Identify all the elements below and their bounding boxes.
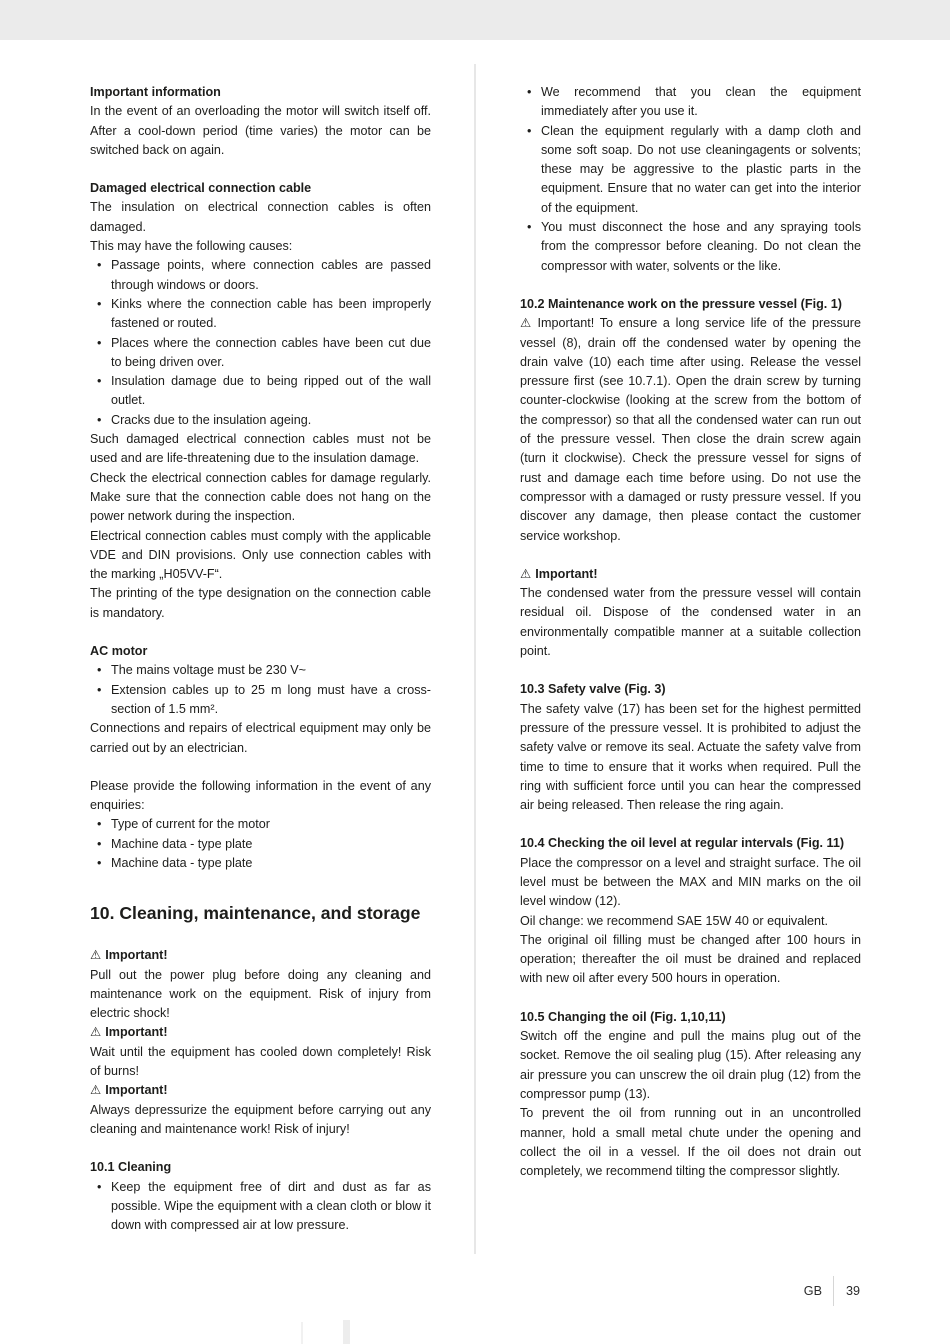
section-title-10-3: 10.3 Safety valve (Fig. 3)	[520, 682, 666, 697]
section-paragraph	[520, 314, 861, 546]
ac-motor-list	[90, 661, 431, 719]
crop-mark	[343, 1320, 350, 1344]
section-paragraph: The safety valve (17) has been set for the highest permitted pressure of the pressure vessel. It is prohibited to adjust the safety valve or remove its seal. Actuate the safety valve from time to time to ensure that it works when required. Pull the ring with sufficient force until you can hear the compressed air being released. Then release the ring again.	[520, 701, 861, 813]
cleaning-list	[90, 1178, 431, 1236]
bullet-item: • Keep the equipment free of dirt and dust as far as possible. Wipe the equipment with a clean cloth or blow it down with compressed air at low pressure.	[90, 1178, 431, 1236]
spacer	[520, 815, 861, 834]
enquiries-list	[90, 815, 431, 873]
warning-label: Important!	[105, 1025, 168, 1040]
paragraph: The insulation on electrical connection cables is often damaged.	[90, 200, 431, 234]
chapter-title: 10. Cleaning, maintenance, and storage	[90, 903, 421, 924]
warning-heading	[90, 1023, 431, 1042]
spacer	[90, 623, 431, 642]
section-title-10-2: 10.2 Maintenance work on the pressure vessel (Fig. 1)	[520, 296, 842, 311]
warning-icon: ⚠	[520, 566, 532, 581]
bullet-item: • We recommend that you clean the equipment immediately after you use it.	[520, 83, 861, 122]
warning-text: Wait until the equipment has cooled down completely! Risk of burns!	[90, 1044, 431, 1079]
right-column	[520, 83, 861, 1181]
paragraph: Connections and repairs of electrical equipment may only be carried out by an electrician.	[90, 721, 431, 755]
bullet-item: • Machine data - type plate	[90, 835, 431, 854]
footer-divider	[833, 1276, 834, 1306]
section-title-important-information: Important information	[90, 85, 221, 99]
section-title-ac-motor: AC motor	[90, 644, 148, 659]
paragraph: In the event of an overloading the motor will switch itself off. After a cool-down period (time varies) the motor can be switched back on again.	[90, 104, 431, 157]
cleaning-tips-list	[520, 83, 861, 276]
paragraph: Check the electrical connection cables for damage regularly. Make sure that the connection cable does not hang on the power network during the inspection.	[90, 470, 431, 524]
warning-label: Important!	[105, 948, 168, 963]
section-paragraph: Oil change: we recommend SAE 15W 40 or equivalent.	[520, 913, 829, 928]
paragraph: Please provide the following information in the event of any enquiries:	[90, 778, 431, 813]
bullet-item: • Machine data - type plate	[90, 854, 431, 873]
spacer	[520, 661, 861, 680]
warning-heading	[90, 946, 431, 965]
section-title-10-1: 10.1 Cleaning	[90, 1160, 172, 1175]
bullet-item: • You must disconnect the hose and any spraying tools from the compressor before cleaning. Do not clean the compressor with water, solvents or the like.	[520, 218, 861, 276]
spacer	[520, 276, 861, 295]
spacer	[520, 546, 861, 565]
warning-label: Important!	[535, 566, 598, 581]
section-title-10-5: 10.5 Changing the oil (Fig. 1,10,11)	[520, 1009, 726, 1024]
warning-text: Always depressurize the equipment before carrying out any cleaning and maintenance work! Risk of injury!	[90, 1102, 431, 1136]
column-divider	[474, 64, 476, 1254]
page-footer	[804, 1276, 860, 1306]
bullet-item: • Insulation damage due to being ripped out of the wall outlet.	[90, 372, 431, 411]
bullet-item: • Clean the equipment regularly with a damp cloth and some soft soap. Do not use cleaningagents or solvents; these may be aggressive to the plastic parts in the equipment. Ensure that no water can get into the interior of the equipment.	[520, 122, 861, 218]
section-paragraph: The original oil filling must be changed after 100 hours in operation; thereafter the oil must be drained and replaced with new oil after every 500 hours in operation.	[520, 932, 861, 986]
bullet-item: • Type of current for the motor	[90, 815, 431, 834]
bullet-item: • The mains voltage must be 230 V~	[90, 661, 431, 680]
warning-icon: ⚠	[90, 1025, 102, 1040]
section-paragraph: To prevent the oil from running out in an uncontrolled manner, hold a small metal chute under the opening and collect the oil in a vessel. If the oil does not drain out completely, we recommend tilting the compressor slightly.	[520, 1106, 861, 1179]
warning-text: The condensed water from the pressure vessel will contain residual oil. Dispose of the condensed water in an environmentally compatible manner at a suitable collection point.	[520, 586, 861, 659]
spacer	[90, 758, 431, 777]
warning-heading	[90, 1081, 431, 1100]
paragraph: This may have the following causes:	[90, 239, 293, 254]
bullet-item: • Kinks where the connection cable has been improperly fastened or routed.	[90, 295, 431, 334]
spacer	[90, 1139, 431, 1158]
warning-icon: ⚠	[520, 316, 534, 331]
section-title-damaged-cable: Damaged electrical connection cable	[90, 181, 312, 196]
section-title-10-4: 10.4 Checking the oil level at regular intervals (Fig. 11)	[520, 836, 845, 851]
warning-heading	[520, 565, 861, 584]
page-number: 39	[845, 1284, 860, 1298]
bullet-item: • Passage points, where connection cables are passed through windows or doors.	[90, 256, 431, 295]
bullet-item: • Extension cables up to 25 m long must have a cross-section of 1.5 mm².	[90, 681, 431, 720]
warning-icon: ⚠	[90, 948, 102, 963]
language-code: GB	[803, 1284, 822, 1298]
warning-label: Important!	[105, 1083, 168, 1098]
crop-mark	[301, 1322, 303, 1344]
spacer	[90, 160, 431, 179]
section-paragraph: Place the compressor on a level and straight surface. The oil level must be between the MAX and MIN marks on the oil level window (12).	[520, 855, 861, 909]
warning-text: Pull out the power plug before doing any cleaning and maintenance work on the equipment. Risk of injury from electric shock!	[90, 967, 431, 1021]
spacer	[520, 989, 861, 1008]
paragraph: Electrical connection cables must comply with the applicable VDE and DIN provisions. Only use connection cables with the marking „H05VV-F“.	[90, 528, 431, 582]
cable-damage-causes-list	[90, 256, 431, 430]
paragraph-text: Important! To ensure a long service life of the pressure vessel (8), drain off the condensed water by opening the drain valve (10) each time after using. Release the vessel pressure first (see 10.7.1). Open the drain screw by turning counter-clockwise (looking at the screw from the bottom of the compressor) so that all the condensed water can run out of the pressure vessel. Then close the drain screw again (turn it clockwise). Check the pressure vessel for signs of rust and damage each time before using. Do not use the compressor with a damaged or rusty pressure vessel. If you discover any damage, then please contact the customer service workshop.	[520, 316, 862, 543]
section-paragraph: Switch off the engine and pull the mains plug out of the socket. Remove the oil sealing plug (15). After releasing any air pressure you can unscrew the oil drain plug (12) from the compressor pump (13).	[520, 1029, 861, 1101]
paragraph: Such damaged electrical connection cables must not be used and are life-threatening due to the insulation damage.	[90, 432, 431, 466]
left-column	[90, 83, 431, 1235]
warning-icon: ⚠	[90, 1083, 102, 1098]
paragraph: The printing of the type designation on the connection cable is mandatory.	[90, 586, 431, 620]
page-top-band	[0, 0, 950, 40]
bullet-item: • Places where the connection cables have been cut due to being driven over.	[90, 334, 431, 373]
bullet-item: • Cracks due to the insulation ageing.	[90, 411, 431, 430]
